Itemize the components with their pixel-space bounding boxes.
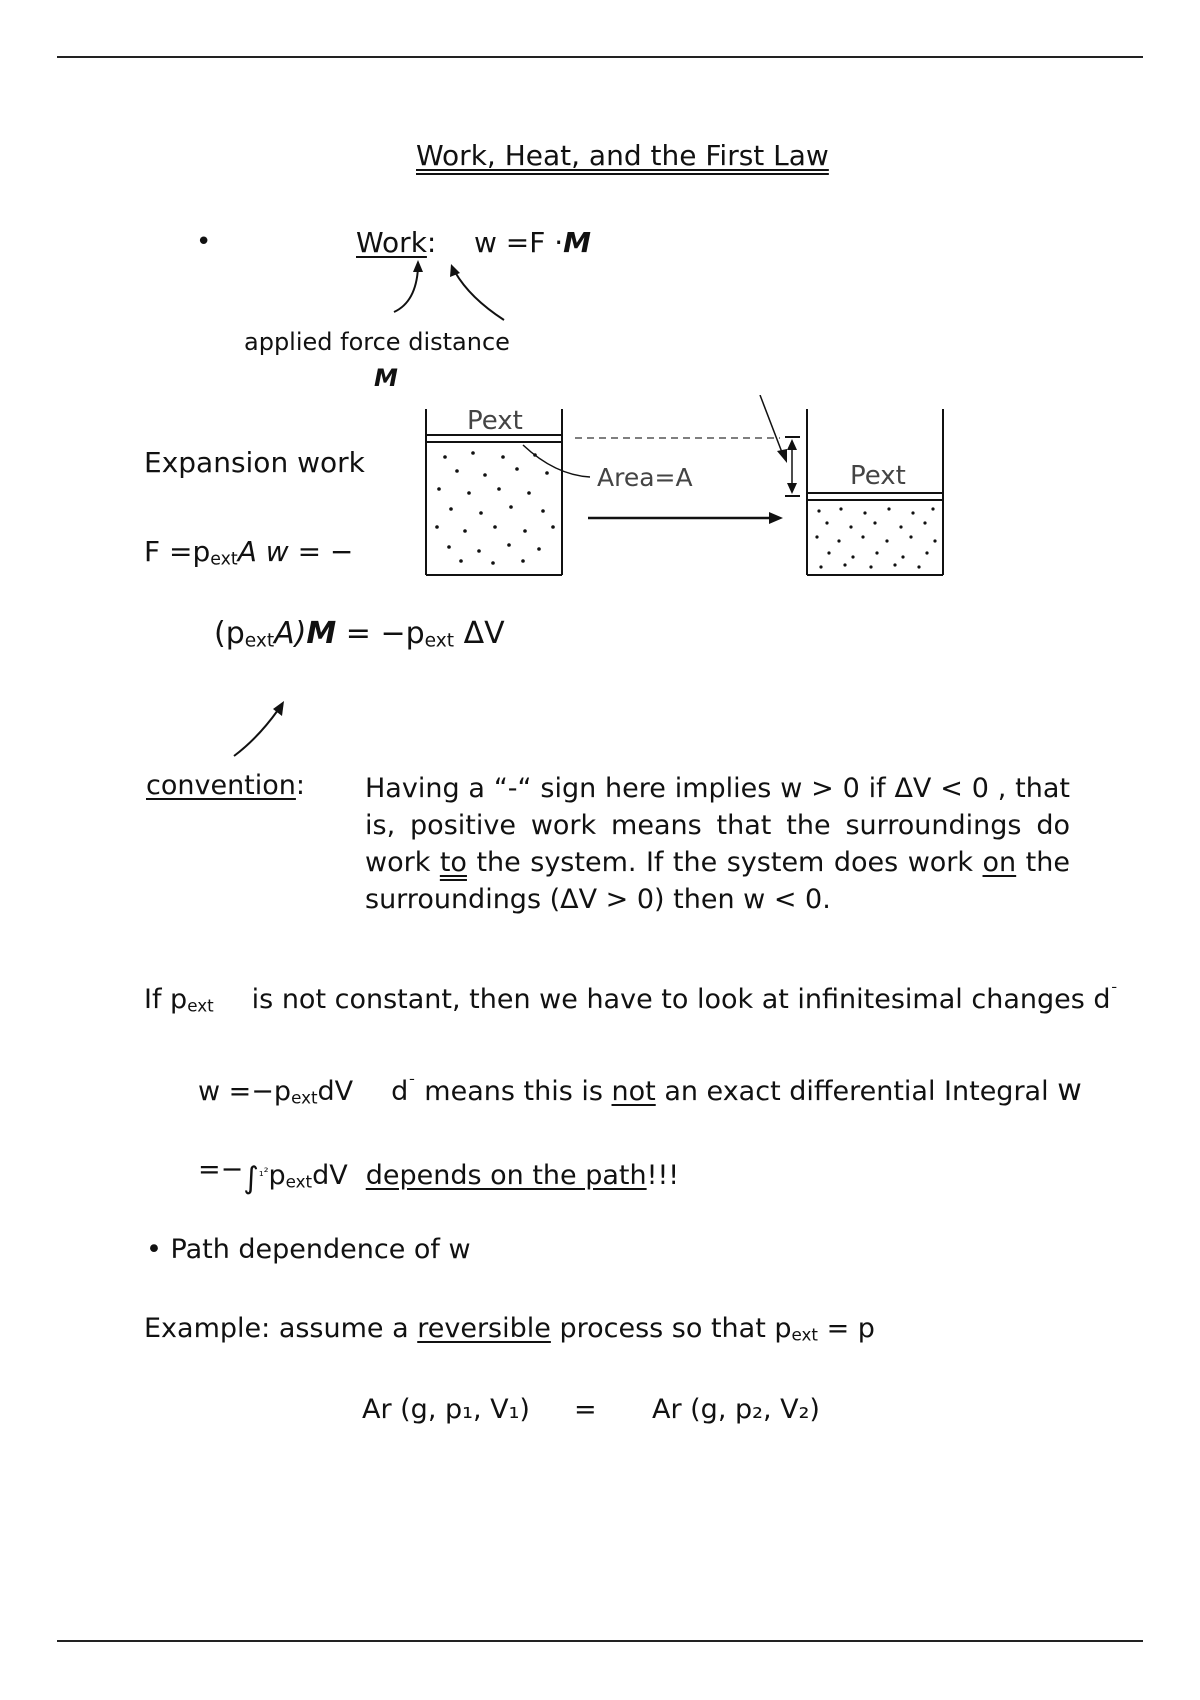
integral-line [198, 1154, 679, 1196]
state-equals: = [574, 1394, 597, 1425]
work-annotation: applied force distance [244, 328, 510, 356]
example-c: = p [817, 1313, 875, 1344]
differential-d: d [391, 1076, 409, 1107]
convention-text-3: the surroundings (ΔV > 0) then w < 0. [365, 847, 1070, 915]
differential-not: not [611, 1076, 656, 1107]
example-sub: ext [791, 1324, 818, 1345]
convention-colon: : [295, 770, 306, 801]
expansion-eq1 [144, 535, 353, 568]
convention-text-2: the system. If the system does work [466, 847, 983, 878]
integral-eq: =− [198, 1154, 244, 1185]
work-formula-lhs: w =F · [474, 226, 564, 259]
eq2-sub2: ext [424, 630, 455, 652]
nonconstant-line [144, 984, 1118, 1015]
right-gas-dots [815, 507, 936, 568]
work-annotation-arrows [380, 258, 520, 328]
area-leader [523, 445, 590, 477]
pointer-line [760, 395, 783, 455]
differential-sub: ext [291, 1087, 318, 1108]
displacement-marker [785, 437, 800, 496]
integral-limits: ₁² [258, 1165, 269, 1179]
eq1-part-b: A w = − [237, 535, 354, 568]
distance-symbol: M [563, 226, 592, 259]
eq2-part-b: A) [274, 616, 307, 651]
differential-e: an exact differential Integral [655, 1076, 1058, 1107]
differential-c: means this is [415, 1076, 612, 1107]
integral-excl: !!! [646, 1160, 680, 1191]
eq2-symbol: M [306, 616, 337, 651]
state-left: Ar (g, p₁, V₁) [362, 1394, 530, 1425]
convention-arrow [228, 696, 298, 761]
example-a: Example: assume a [144, 1313, 418, 1344]
integral-sign: ∫ [243, 1161, 259, 1196]
pext-left-label: Pext [467, 406, 523, 436]
convention-label: convention [146, 770, 296, 801]
eq2-part-d: ΔV [454, 616, 505, 651]
differential-line [198, 1073, 1082, 1108]
convention-to: to [439, 847, 467, 878]
left-gas-dots [435, 451, 555, 565]
differential-w: w [1057, 1073, 1082, 1108]
work-label: Work [356, 226, 427, 259]
bottom-rule [57, 1640, 1143, 1642]
nonconstant-b: is not constant, then we have to look at infinitesimal changes d [251, 984, 1111, 1015]
piston-diagram [415, 395, 975, 585]
differential-a: w =−p [198, 1076, 292, 1107]
convention-text-1: Having a “-“ sign here implies w > 0 if ΔV < 0 , that is, positive work means that the surroundings do work [365, 773, 1070, 878]
convention-on: on [982, 847, 1017, 878]
work-formula [474, 226, 591, 259]
right-cylinder [807, 409, 943, 575]
convention-paragraph [365, 770, 1070, 918]
expansion-label: Expansion work [144, 446, 365, 479]
page-title: Work, Heat, and the First Law [416, 139, 829, 172]
left-piston [426, 435, 562, 442]
nonconstant-a: If p [144, 984, 188, 1015]
example-b: process so that p [550, 1313, 792, 1344]
eq1-sub: ext [210, 549, 238, 570]
work-bullet: • [196, 227, 212, 257]
annotation-symbol: M [374, 364, 398, 392]
right-piston [807, 493, 943, 500]
area-label: Area=A [597, 463, 693, 492]
differential-b: dV [317, 1076, 354, 1107]
example-line [144, 1313, 875, 1344]
work-colon: : [426, 226, 437, 259]
example-reversible: reversible [417, 1313, 551, 1344]
convention-heading [146, 770, 305, 801]
work-heading [356, 226, 436, 259]
nonconstant-bar: ¯ [1110, 984, 1118, 1002]
path-dependence: • Path dependence of w [146, 1234, 471, 1265]
integral-path: depends on the path [365, 1160, 647, 1191]
state-right: Ar (g, p₂, V₂) [652, 1394, 820, 1425]
pext-right-label: Pext [850, 461, 906, 491]
integral-p: p [268, 1160, 286, 1191]
nonconstant-sub: ext [187, 995, 214, 1016]
eq1-part-a: F =p [144, 535, 211, 568]
top-rule [57, 56, 1143, 58]
eq2-sub1: ext [244, 630, 275, 652]
eq2-part-a: (p [214, 616, 245, 651]
differential-bar: ¯ [408, 1076, 416, 1094]
expansion-eq2 [214, 616, 505, 651]
integral-sub: ext [285, 1171, 313, 1192]
integral-dv: dV [312, 1160, 348, 1191]
eq2-part-c: = −p [336, 616, 425, 651]
